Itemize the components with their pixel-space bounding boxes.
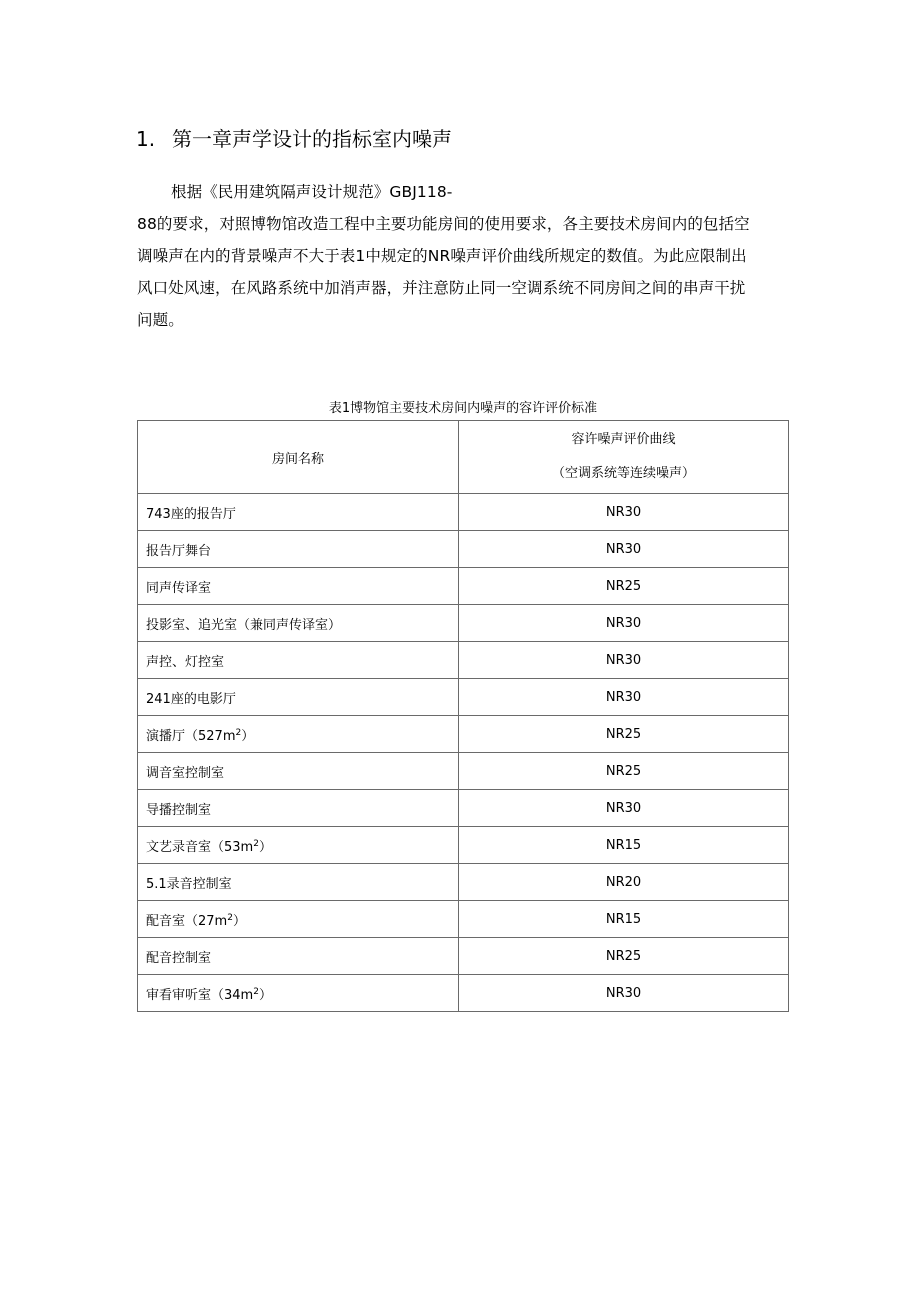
table-row [138,938,789,975]
table-row [138,642,789,679]
table-row [138,679,789,716]
table-row [138,753,789,790]
nr-value-cell: NR25 [459,753,789,790]
header-criterion-line1: 容许噪声评价曲线 [571,432,676,447]
nr-value-cell: NR30 [459,605,789,642]
room-name-cell: 5.1录音控制室 [138,864,459,901]
paragraph-line: 88的要求，对照博物馆改造工程中主要功能房间的使用要求，各主要技术房间内的包括空 [137,215,750,233]
table-row [138,716,789,753]
table-row [138,827,789,864]
table-row [138,864,789,901]
table-row [138,605,789,642]
header-room-name: 房间名称 [138,421,459,494]
room-name-cell: 配音控制室 [138,938,459,975]
room-name-cell: 同声传译室 [138,568,459,605]
section-number: 1. [136,127,156,151]
room-name-cell: 声控、灯控室 [138,642,459,679]
header-criterion-line2: （空调系统等连续噪声） [551,466,695,481]
room-name-cell: 743座的报告厅 [138,494,459,531]
table-row [138,494,789,531]
table-row [138,901,789,938]
room-name-cell: 文艺录音室$(53m^2)$ [138,827,459,864]
table-row [138,531,789,568]
room-name-cell: 审看审听室$(34m^2)$ [138,975,459,1012]
body-paragraph [137,176,789,336]
paragraph-line: 风口处风速，在风路系统中加消声器，并注意防止同一空调系统不同房间之间的串声干扰 [137,279,746,297]
table-row [138,568,789,605]
nr-value-cell: NR30 [459,642,789,679]
table-row [138,975,789,1012]
table-header-row [138,421,789,494]
room-name-cell: 投影室、追光室（兼同声传译室） [138,605,459,642]
paragraph-line: 问题。 [137,311,184,329]
paragraph-line: 根据《民用建筑隔声设计规范》GBJ118- [171,183,453,201]
nr-value-cell: NR15 [459,827,789,864]
table-row [138,790,789,827]
section-title: 第一章声学设计的指标室内噪声 [172,127,452,151]
header-noise-criterion [459,421,789,494]
room-name-cell: 报告厅舞台 [138,531,459,568]
nr-value-cell: NR30 [459,975,789,1012]
noise-criteria-table [137,420,789,1012]
nr-value-cell: NR30 [459,790,789,827]
room-name-cell: 演播厅$(527m^2)$ [138,716,459,753]
nr-value-cell: NR30 [459,531,789,568]
room-name-cell: 调音室控制室 [138,753,459,790]
room-name-cell: 配音室$(27m^2)$ [138,901,459,938]
nr-value-cell: NR25 [459,716,789,753]
nr-value-cell: NR30 [459,679,789,716]
section-heading [136,124,452,154]
nr-value-cell: NR20 [459,864,789,901]
room-name-cell: 导播控制室 [138,790,459,827]
room-name-cell: 241座的电影厅 [138,679,459,716]
table-caption: 表1博物馆主要技术房间内噪声的容许评价标准 [328,401,598,416]
table-body [138,494,789,1012]
nr-value-cell: NR25 [459,938,789,975]
nr-value-cell: NR30 [459,494,789,531]
nr-value-cell: NR25 [459,568,789,605]
nr-value-cell: NR15 [459,901,789,938]
paragraph-line: 调噪声在内的背景噪声不大于表1中规定的NR噪声评价曲线所规定的数值。为此应限制出 [137,247,747,265]
